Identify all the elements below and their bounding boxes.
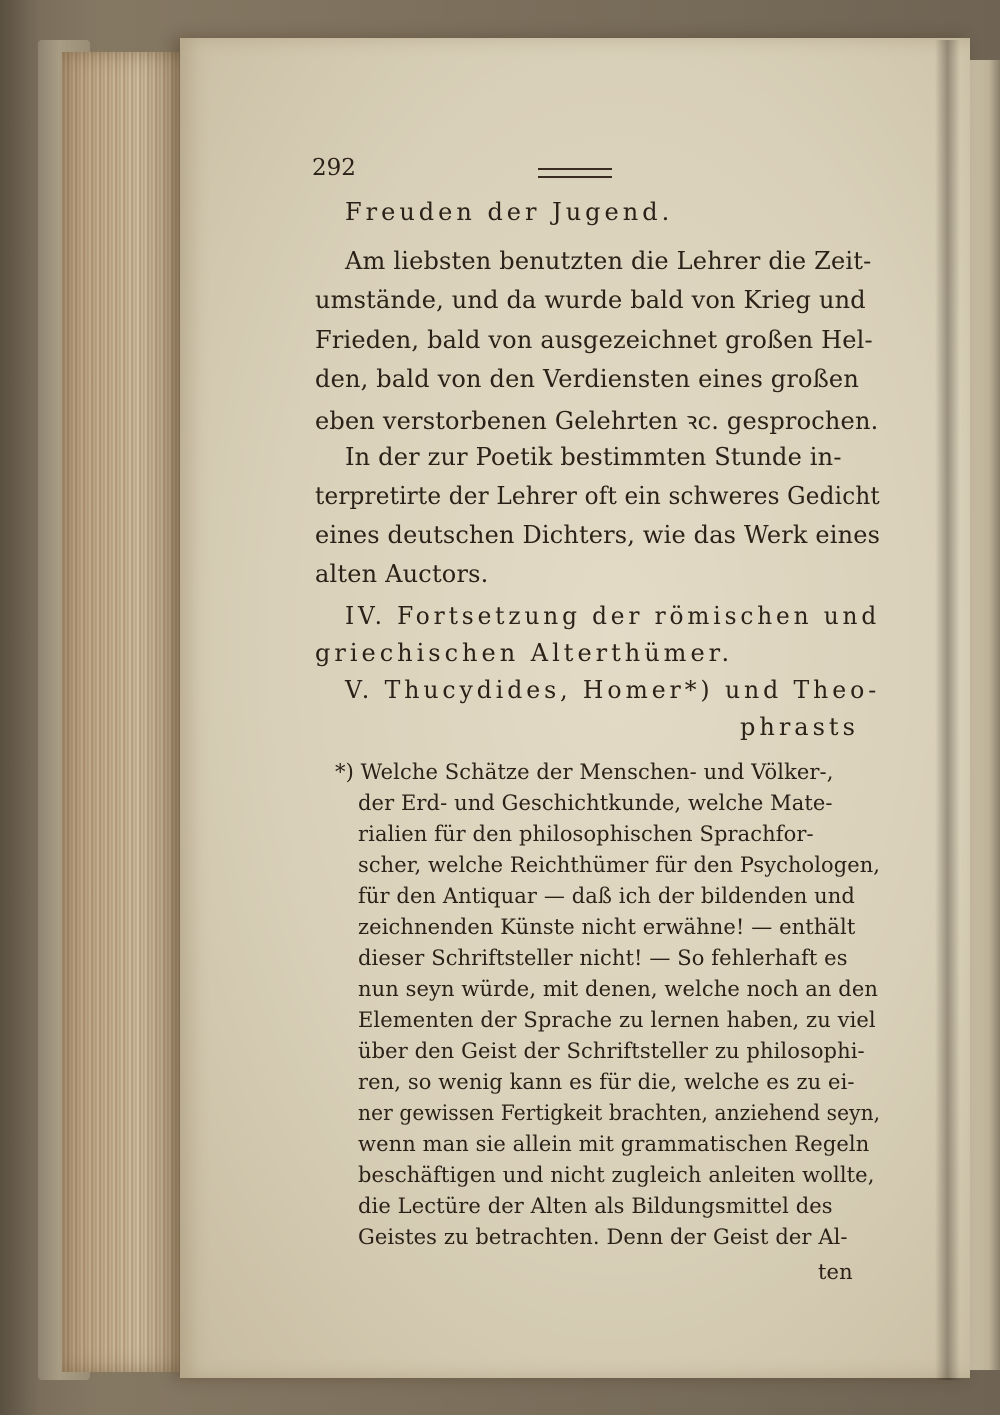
body-line: Freuden der Jugend. — [345, 198, 674, 226]
footnote-line: ren, so wenig kann es für die, welche es zu ei- — [358, 1070, 855, 1094]
footnote-line: Geistes zu betrachten. Denn der Geist der Al- — [358, 1225, 848, 1249]
footnote-line: beschäftigen und nicht zugleich anleiten wollte, — [358, 1163, 875, 1187]
footnote-line: der Erd- und Geschichtkunde, welche Mate- — [358, 791, 833, 815]
body-line: In der zur Poetik bestimmten Stunde in- — [345, 443, 842, 471]
body-line: terpretirte der Lehrer oft ein schweres Gedicht — [315, 482, 880, 510]
body-line: Frieden, bald von ausgezeichnet großen Hel- — [315, 326, 873, 354]
gutter-shadow — [935, 40, 960, 1380]
footnote-line: über den Geist der Schriftsteller zu philosophi- — [358, 1039, 865, 1063]
body-line: umstände, und da wurde bald von Krieg und — [315, 286, 866, 314]
footnote-line: dieser Schriftsteller nicht! — So fehlerhaft es — [358, 946, 848, 970]
footnote-line: Elementen der Sprache zu lernen haben, zu viel — [358, 1008, 876, 1032]
footnote-line: nun seyn würde, mit denen, welche noch an den — [358, 977, 878, 1001]
section-heading: phrasts — [740, 713, 859, 741]
section-heading: V. Thucydides, Homer*) und Theo- — [345, 676, 881, 704]
footnote-line: zeichnenden Künste nicht erwähne! — enthält — [358, 915, 856, 939]
footnote-line: wenn man sie allein mit grammatischen Regeln — [358, 1132, 870, 1156]
footnote-line: *) Welche Schätze der Menschen- und Völker-, — [335, 760, 834, 784]
footnote-line: für den Antiquar — daß ich der bildenden und — [358, 884, 855, 908]
body-line: alten Auctors. — [315, 560, 489, 588]
footnote-line: die Lectüre der Alten als Bildungsmittel des — [358, 1194, 833, 1218]
section-heading: IV. Fortsetzung der römischen und — [345, 602, 881, 630]
header-double-rule — [538, 168, 612, 178]
footnote-line: scher, welche Reichthümer für den Psychologen, — [358, 853, 881, 877]
body-line: eben verstorbenen Gelehrten ꝛc. gesprochen. — [315, 407, 879, 435]
footnote-line: ten — [818, 1260, 853, 1284]
page-block-edges — [62, 52, 190, 1372]
footnote-line: rialien für den philosophischen Sprachfor- — [358, 822, 814, 846]
section-heading: griechischen Alterthümer. — [315, 639, 734, 667]
body-line: eines deutschen Dichters, wie das Werk eines — [315, 521, 881, 549]
page-number: 292 — [312, 155, 356, 181]
body-line: den, bald von den Verdiensten eines großen — [315, 365, 859, 393]
footnote-line: ner gewissen Fertigkeit brachten, anziehend seyn, — [358, 1101, 881, 1125]
body-line: Am liebsten benutzten die Lehrer die Zeit- — [345, 247, 872, 275]
